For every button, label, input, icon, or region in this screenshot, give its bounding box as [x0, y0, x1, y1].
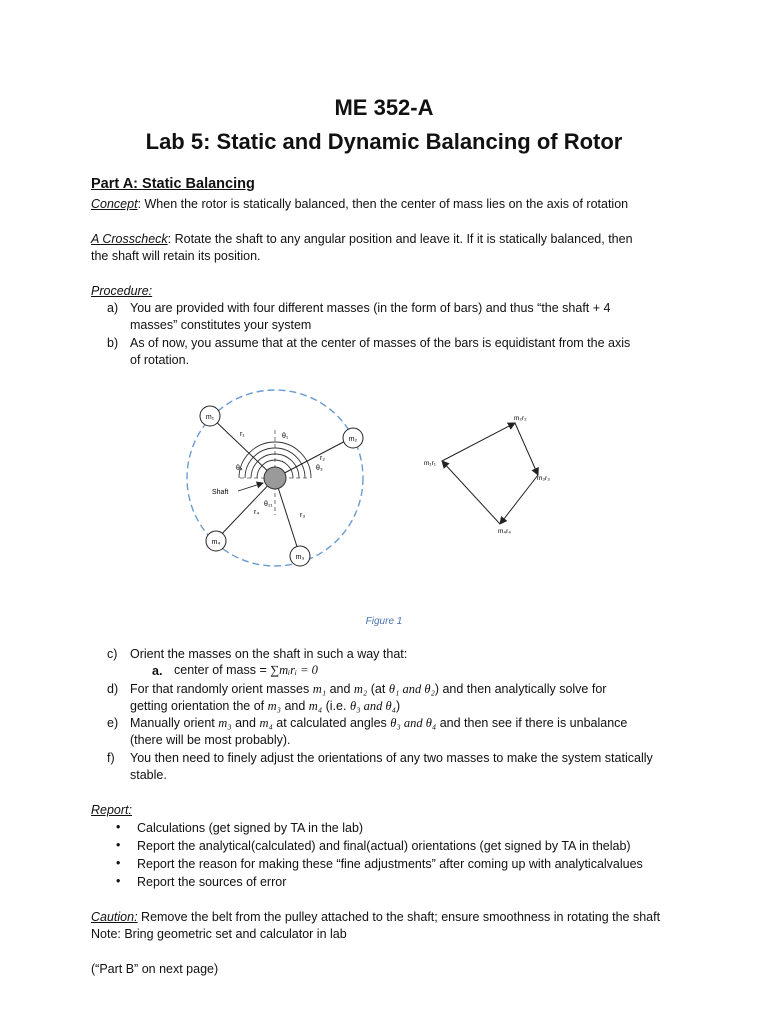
step-d-m3: m₃: [267, 699, 281, 713]
step-e-m4: m₄: [259, 716, 273, 730]
procedure-marker-a: a): [107, 301, 119, 315]
label-m4r4: m₄r₄: [498, 528, 511, 535]
bullet: •: [116, 820, 121, 834]
step-d-m4: m₄: [308, 699, 323, 713]
vector-m1r1: [442, 461, 500, 524]
step-d-and-2: and: [280, 699, 309, 713]
step-marker-f: f): [107, 751, 115, 765]
label-theta3: θ₃: [316, 465, 323, 472]
step-c-a-text: center of mass =: [174, 663, 271, 677]
label-m3: m₃: [295, 554, 305, 561]
step-c-a-line: [174, 662, 318, 679]
course-code: ME 352-A: [334, 95, 434, 120]
step-marker-e: e): [107, 716, 119, 730]
caution-label: Caution:: [91, 910, 138, 924]
procedure-label: Procedure:: [91, 284, 153, 298]
concept-text: : When the rotor is statically balanced, then the center of mass lies on the axis of rotation: [137, 197, 629, 211]
step-marker-c: c): [107, 647, 118, 661]
label-m2: m₂: [348, 436, 358, 443]
step-d-ie: (i.e.: [322, 699, 350, 713]
concept-label: Concept: [91, 197, 138, 211]
step-d-and-1: and: [326, 682, 354, 696]
procedure-b-line-1: As of now, you assume that at the center of masses of the bars is equidistant from the axis: [130, 336, 631, 350]
step-f-line-1: You then need to finely adjust the orientations of any two masses to make the system statically: [130, 751, 653, 765]
label-m3r3: m₃r₃: [537, 475, 550, 482]
step-c-text: Orient the masses on the shaft in such a way that:: [130, 647, 408, 661]
bullet: •: [116, 874, 121, 888]
step-e-line-1: [130, 715, 627, 732]
crosscheck-text-1: : Rotate the shaft to any angular position and leave it. If it is statically balanced, then: [167, 232, 633, 246]
label-theta4: θ₄: [236, 465, 243, 472]
crosscheck-line-2: the shaft will retain its position.: [91, 249, 261, 263]
label-theta1: θ₁: [282, 433, 289, 440]
vector-m4r4: [500, 475, 538, 524]
label-r3: r₃: [300, 512, 306, 519]
footer-next-page: (“Part B” on next page): [91, 962, 219, 976]
step-c-a-marker: a.: [152, 664, 163, 678]
bullet: •: [116, 856, 121, 870]
vector-m2r2: [442, 423, 515, 461]
step-d-at: (at: [367, 682, 389, 696]
step-d-text-1b: ) and then analytically solve for: [434, 682, 607, 696]
step-d-m2: m₂: [353, 682, 368, 696]
report-item-2: Report the analytical(calculated) and final(actual) orientations (get signed by TA in thelab): [137, 839, 631, 853]
report-item-4: Report the sources of error: [137, 875, 287, 889]
part-a-heading: Part A: Static Balancing: [91, 176, 255, 192]
report-label: Report:: [91, 803, 132, 817]
label-m1: m₁: [205, 414, 215, 421]
step-f-line-2: stable.: [130, 768, 167, 782]
procedure-b-line-2: of rotation.: [130, 353, 190, 367]
caution-text: Remove the belt from the pulley attached to the shaft; ensure smoothness in rotating the shaft: [137, 910, 661, 924]
procedure-a-line-2: masses” constitutes your system: [130, 318, 312, 332]
step-d-text-2: getting orientation the of: [130, 699, 268, 713]
step-d-angles-2: θ₃ and θ₄: [349, 699, 396, 713]
report-item-1: Calculations (get signed by TA in the lab): [137, 821, 364, 835]
step-e-text-1: Manually orient: [130, 716, 219, 730]
step-d-line-1: [130, 681, 606, 698]
spoke-m4: [216, 478, 275, 540]
caution-line: [91, 909, 660, 926]
figure-caption: Figure 1: [365, 616, 403, 627]
note-line: Note: Bring geometric set and calculator in lab: [91, 927, 347, 941]
spoke-m3: [275, 478, 300, 556]
lab-title: Lab 5: Static and Dynamic Balancing of Rotor: [145, 129, 623, 154]
step-d-text-1: For that randomly orient masses: [130, 682, 313, 696]
label-r4: r₄: [254, 509, 260, 516]
label-m4: m₄: [211, 539, 221, 546]
step-d-angles: θ₁ and θ₂: [388, 682, 435, 696]
step-d-line-2: [130, 698, 400, 715]
procedure-marker-b: b): [107, 336, 119, 350]
label-r2: r₂: [320, 455, 326, 462]
label-theta11: θ₁₁: [264, 501, 273, 508]
step-e-text-1b: and then see if there is unbalance: [436, 716, 628, 730]
center-of-mass-equation: ∑mᵢrᵢ = 0: [270, 663, 318, 677]
step-marker-d: d): [107, 682, 119, 696]
label-shaft: Shaft: [212, 489, 229, 496]
step-e-angles: θ₃ and θ₄: [390, 716, 437, 730]
shaft-circle: [264, 467, 286, 489]
label-m2r2: m₂r₂: [514, 415, 527, 422]
step-d-m1: m₁: [312, 682, 327, 696]
step-d-close: ): [395, 699, 401, 713]
procedure-a-line-1: You are provided with four different masses (in the form of bars) and thus “the shaft + 4: [130, 301, 611, 315]
bullet: •: [116, 838, 121, 852]
report-item-3: Report the reason for making these “fine adjustments” after coming up with analyticalvalues: [137, 857, 643, 871]
step-e-line-2: (there will be most probably).: [130, 733, 291, 747]
crosscheck-label: A Crosscheck: [91, 232, 168, 246]
step-e-at: at calculated angles: [272, 716, 391, 730]
vector-m3r3: [515, 423, 538, 475]
label-r1: r₁: [240, 431, 245, 438]
step-e-m3: m₃: [218, 716, 232, 730]
step-e-and: and: [231, 716, 260, 730]
label-m1r1: m₁r₁: [424, 460, 436, 467]
